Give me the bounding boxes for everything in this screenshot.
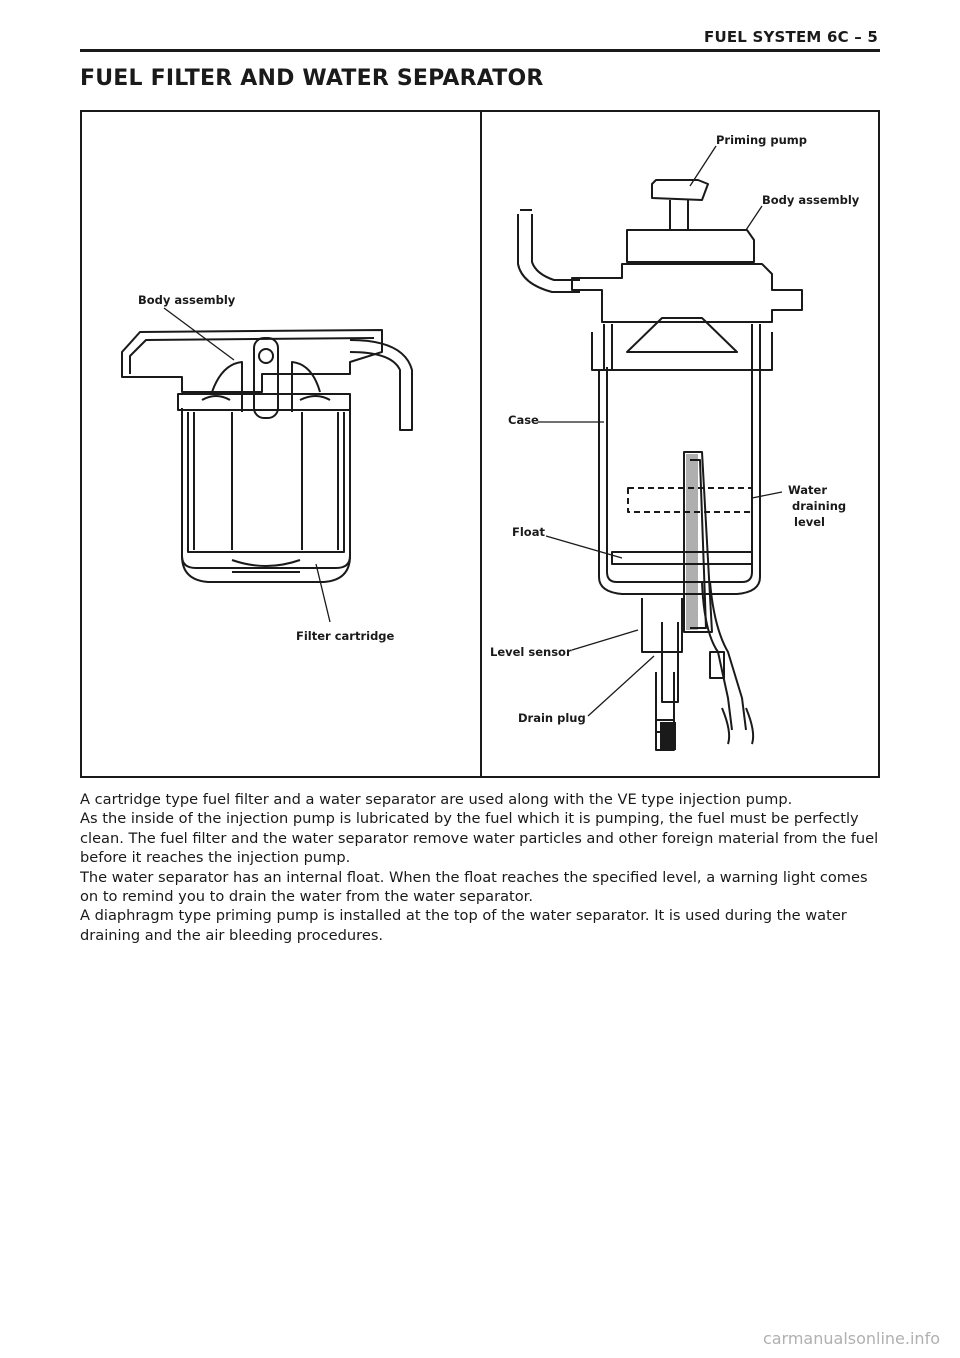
paragraph: A diaphragm type priming pump is installed at the top of the water separator. It is used during the water draining and the air bleeding procedures. <box>80 907 847 944</box>
label-body-assembly-left: Body assembly <box>138 293 236 307</box>
label-level-sensor: Level sensor <box>490 645 572 659</box>
paragraph: A cartridge type fuel filter and a water separator are used along with the VE type injection pump. <box>80 791 793 808</box>
label-water-draining-level-2: draining <box>792 499 847 513</box>
label-case: Case <box>508 413 539 427</box>
figure-frame <box>80 110 880 778</box>
paragraph: The water separator has an internal float. When the float reaches the specified level, a warning light comes on to remind you to drain the water from the water separator. <box>80 868 868 906</box>
label-water-draining-level-3: level <box>794 515 825 529</box>
page-header-title: FUEL SYSTEM 6C – 5 <box>704 28 878 46</box>
header-rule <box>80 49 880 52</box>
watermark: carmanualsonline.info <box>762 1329 940 1348</box>
label-water-draining-level-1: Water <box>788 483 828 497</box>
label-body-assembly-right: Body assembly <box>762 193 860 207</box>
paragraph: As the inside of the injection pump is lubricated by the fuel which it is pumping, the fuel must be perfectly clean. The fuel filter and the water separator remove water particles and other foreign material from the fuel before it reaches the injection pump. <box>80 810 879 867</box>
label-filter-cartridge: Filter cartridge <box>296 629 395 643</box>
left-filter-illustration <box>122 330 412 582</box>
body-text <box>80 790 880 945</box>
label-drain-plug: Drain plug <box>518 711 586 725</box>
section-title: FUEL FILTER AND WATER SEPARATOR <box>80 66 544 91</box>
right-separator-illustration <box>518 180 802 750</box>
fuel-filter-diagram <box>82 112 878 776</box>
label-float: Float <box>512 525 545 539</box>
label-priming-pump: Priming pump <box>716 133 808 147</box>
